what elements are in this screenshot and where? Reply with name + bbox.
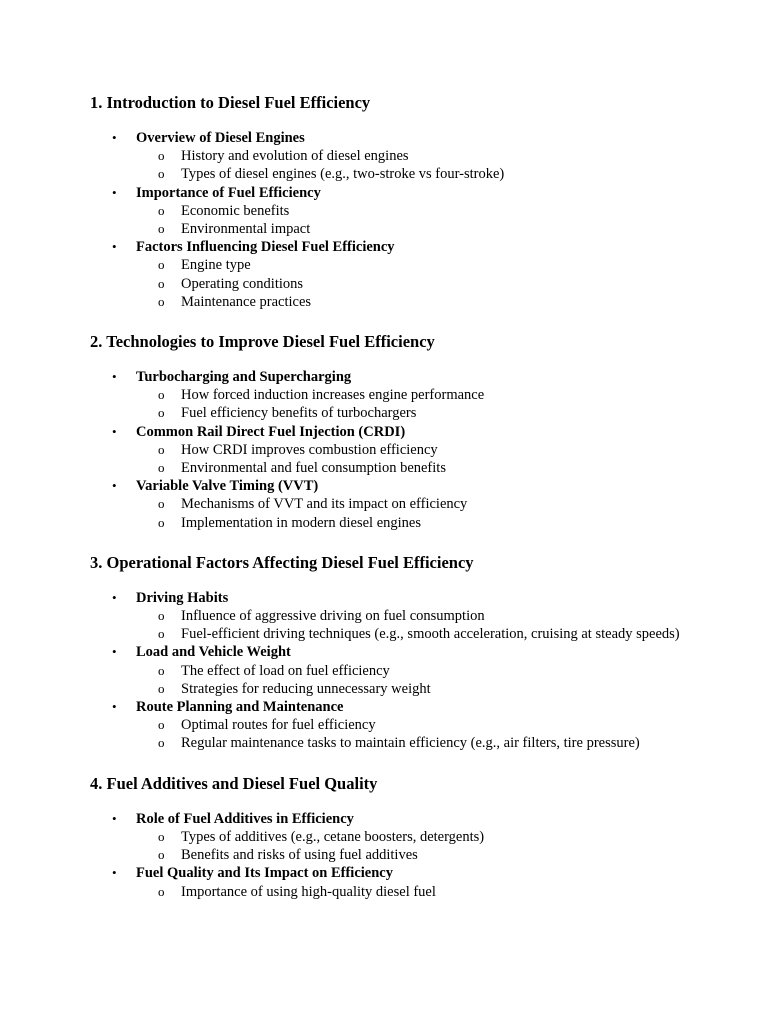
circle-bullet-icon: o <box>158 680 165 696</box>
subtopic-item <box>136 256 710 274</box>
bullet-icon: • <box>112 130 117 145</box>
subtopic-item <box>136 716 710 734</box>
subtopic-item <box>136 459 710 477</box>
subtopic-item <box>136 607 710 625</box>
topic-item <box>90 643 710 698</box>
subtopic-item <box>136 846 710 864</box>
topic-label: Role of Fuel Additives in Efficiency <box>136 810 354 827</box>
topic-item <box>90 129 710 184</box>
subtopic-text: Maintenance practices <box>181 293 312 310</box>
topic-item <box>90 810 710 865</box>
section-heading: 4. Fuel Additives and Diesel Fuel Quality <box>90 773 378 793</box>
circle-bullet-icon: o <box>158 387 165 403</box>
topic-item <box>90 477 710 532</box>
topic-item <box>90 423 710 478</box>
document-page <box>90 93 710 922</box>
section-2 <box>90 332 710 532</box>
subtopic-text: Operating conditions <box>181 275 304 292</box>
topic-label: Route Planning and Maintenance <box>136 699 344 716</box>
subtopic-item <box>136 625 710 643</box>
subtopic-item <box>136 386 710 404</box>
topic-item <box>90 698 710 753</box>
subtopic-text: Engine type <box>181 257 251 274</box>
subtopic-text: How CRDI improves combustion efficiency <box>181 441 438 458</box>
subtopic-text: Types of diesel engines (e.g., two-stroke vs four-stroke) <box>181 166 505 183</box>
section-heading: 3. Operational Factors Affecting Diesel Fuel Efficiency <box>90 552 474 572</box>
subtopic-item <box>136 662 710 680</box>
subtopic-item <box>136 441 710 459</box>
circle-bullet-icon: o <box>158 441 165 457</box>
subtopic-text: Regular maintenance tasks to maintain efficiency (e.g., air filters, tire pressure) <box>181 735 640 752</box>
topic-label: Fuel Quality and Its Impact on Efficiency <box>136 865 393 882</box>
topic-list <box>90 589 710 753</box>
section-4 <box>90 774 710 901</box>
circle-bullet-icon: o <box>158 166 165 182</box>
circle-bullet-icon: o <box>158 828 165 844</box>
circle-bullet-icon: o <box>158 202 165 218</box>
circle-bullet-icon: o <box>158 847 165 863</box>
subtopic-list <box>136 441 710 477</box>
topic-item <box>90 589 710 644</box>
topic-label: Common Rail Direct Fuel Injection (CRDI) <box>136 423 406 440</box>
circle-bullet-icon: o <box>158 293 165 309</box>
subtopic-item <box>136 202 710 220</box>
subtopic-item <box>136 680 710 698</box>
subtopic-item <box>136 220 710 238</box>
circle-bullet-icon: o <box>158 626 165 642</box>
subtopic-text: Optimal routes for fuel efficiency <box>181 717 376 734</box>
section-heading: 2. Technologies to Improve Diesel Fuel Efficiency <box>90 332 435 352</box>
topic-list <box>90 368 710 532</box>
subtopic-text: Economic benefits <box>181 202 290 219</box>
subtopic-item <box>136 495 710 513</box>
subtopic-item <box>136 883 710 901</box>
circle-bullet-icon: o <box>158 662 165 678</box>
subtopic-list <box>136 607 710 643</box>
topic-label: Overview of Diesel Engines <box>136 130 305 146</box>
topic-list <box>90 810 710 901</box>
topic-item <box>90 184 710 239</box>
subtopic-text: Mechanisms of VVT and its impact on efficiency <box>181 496 468 513</box>
section-3 <box>90 553 710 753</box>
bullet-icon: • <box>112 810 117 826</box>
circle-bullet-icon: o <box>158 717 165 733</box>
bullet-icon: • <box>112 589 117 605</box>
subtopic-text: Types of additives (e.g., cetane boosters, detergents) <box>181 828 485 845</box>
subtopic-text: Fuel efficiency benefits of turbochargers <box>181 405 417 422</box>
subtopic-text: History and evolution of diesel engines <box>181 148 409 165</box>
subtopic-item <box>136 275 710 293</box>
topic-label: Load and Vehicle Weight <box>136 644 291 661</box>
subtopic-item <box>136 404 710 422</box>
circle-bullet-icon: o <box>158 608 165 624</box>
subtopic-text: Influence of aggressive driving on fuel consumption <box>181 608 485 625</box>
circle-bullet-icon: o <box>158 460 165 476</box>
subtopic-list <box>136 828 710 864</box>
subtopic-item <box>136 147 710 165</box>
subtopic-list <box>136 386 710 422</box>
subtopic-list <box>136 256 710 311</box>
bullet-icon: • <box>112 184 117 200</box>
subtopic-list <box>136 716 710 752</box>
topic-item <box>90 238 710 311</box>
topic-item <box>90 368 710 423</box>
subtopic-item <box>136 165 710 183</box>
bullet-icon: • <box>112 478 117 494</box>
topic-item <box>90 864 710 900</box>
subtopic-list <box>136 202 710 238</box>
circle-bullet-icon: o <box>158 496 165 512</box>
bullet-icon: • <box>112 239 117 255</box>
topic-label: Factors Influencing Diesel Fuel Efficiency <box>136 239 395 256</box>
bullet-icon: • <box>112 865 117 881</box>
subtopic-text: Strategies for reducing unnecessary weight <box>181 680 431 697</box>
subtopic-list <box>136 147 710 183</box>
bullet-icon: • <box>112 644 117 660</box>
section-heading: 1. Introduction to Diesel Fuel Efficiency <box>90 93 371 112</box>
circle-bullet-icon: o <box>158 148 165 164</box>
topic-label: Turbocharging and Supercharging <box>136 369 352 386</box>
subtopic-text: The effect of load on fuel efficiency <box>181 662 390 679</box>
subtopic-text: Environmental impact <box>181 221 311 238</box>
subtopic-list <box>136 495 710 531</box>
subtopic-item <box>136 293 710 311</box>
subtopic-text: Importance of using high-quality diesel fuel <box>181 883 436 900</box>
subtopic-text: Fuel-efficient driving techniques (e.g., smooth acceleration, cruising at steady speeds) <box>181 626 680 643</box>
circle-bullet-icon: o <box>158 514 165 530</box>
subtopic-item <box>136 514 710 532</box>
subtopic-list <box>136 662 710 698</box>
topic-list <box>90 129 710 311</box>
subtopic-list <box>136 883 710 901</box>
bullet-icon: • <box>112 369 117 385</box>
bullet-icon: • <box>112 423 117 439</box>
subtopic-text: Implementation in modern diesel engines <box>181 514 421 531</box>
bullet-icon: • <box>112 699 117 715</box>
circle-bullet-icon: o <box>158 883 165 899</box>
circle-bullet-icon: o <box>158 735 165 751</box>
subtopic-item <box>136 828 710 846</box>
topic-label: Driving Habits <box>136 589 229 606</box>
topic-label: Importance of Fuel Efficiency <box>136 184 321 201</box>
circle-bullet-icon: o <box>158 275 165 291</box>
subtopic-text: Environmental and fuel consumption benefits <box>181 460 446 477</box>
topic-label: Variable Valve Timing (VVT) <box>136 478 319 495</box>
subtopic-text: How forced induction increases engine performance <box>181 387 485 404</box>
circle-bullet-icon: o <box>158 405 165 421</box>
circle-bullet-icon: o <box>158 221 165 237</box>
subtopic-item <box>136 734 710 752</box>
section-1 <box>90 93 710 311</box>
circle-bullet-icon: o <box>158 257 165 273</box>
subtopic-text: Benefits and risks of using fuel additives <box>181 847 418 864</box>
